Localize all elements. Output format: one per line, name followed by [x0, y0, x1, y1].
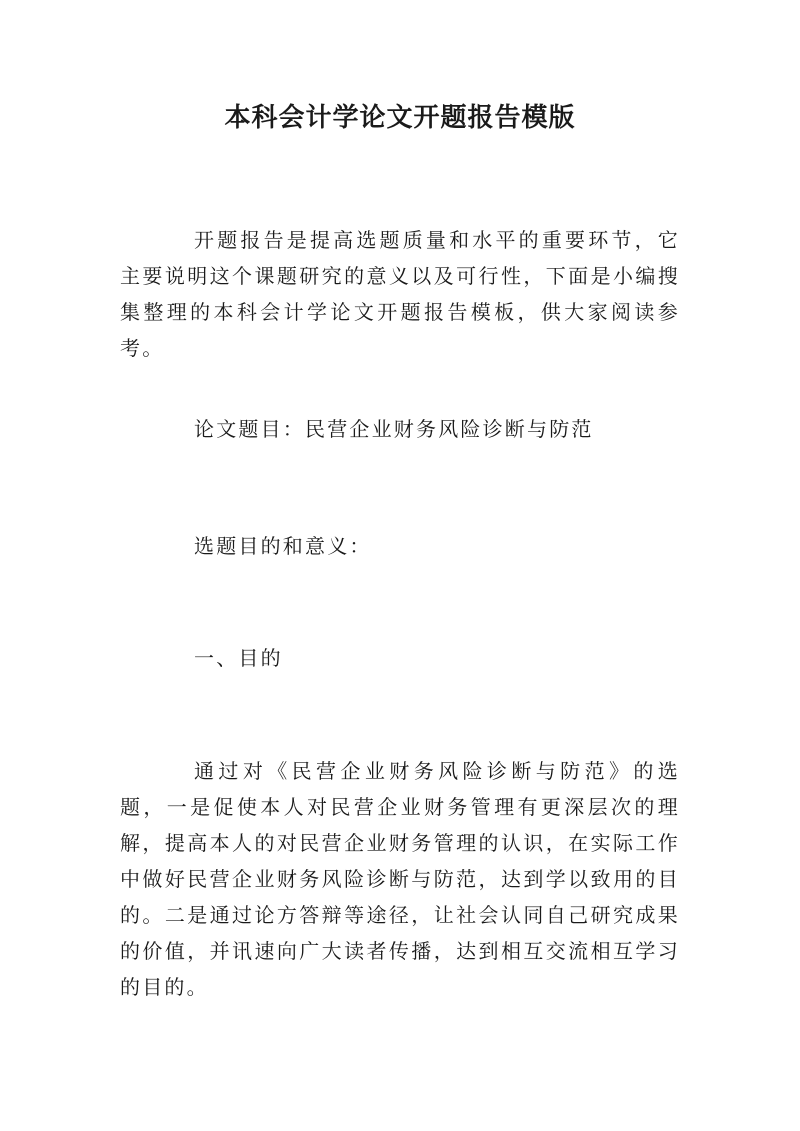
document-title: 本科会计学论文开题报告模版: [224, 103, 576, 133]
purpose-heading: 选题目的和意义：: [194, 534, 372, 558]
purpose-body-paragraph: 通过对《民营企业财务风险诊断与防范》的选题，一是促使本人对民营企业财务管理有更深层次的理解，提高本人的对民营企业财务管理的认识，在实际工作中做好民营企业财务风险诊断与防范，达到学以致用的目的。二是通过论方答辩等途径，让社会认同自己研究成果的价值，并讯速向广大读者传播，达到相互交流相互学习的目的。: [120, 759, 680, 999]
intro-paragraph: 开题报告是提高选题质量和水平的重要环节，它主要说明这个课题研究的意义以及可行性，下面是小编搜集整理的本科会计学论文开题报告模板，供大家阅读参考。: [120, 228, 680, 360]
section-one-heading: 一、目的: [194, 646, 283, 670]
thesis-topic-paragraph: 论文题目：民营企业财务风险诊断与防范: [194, 417, 594, 441]
